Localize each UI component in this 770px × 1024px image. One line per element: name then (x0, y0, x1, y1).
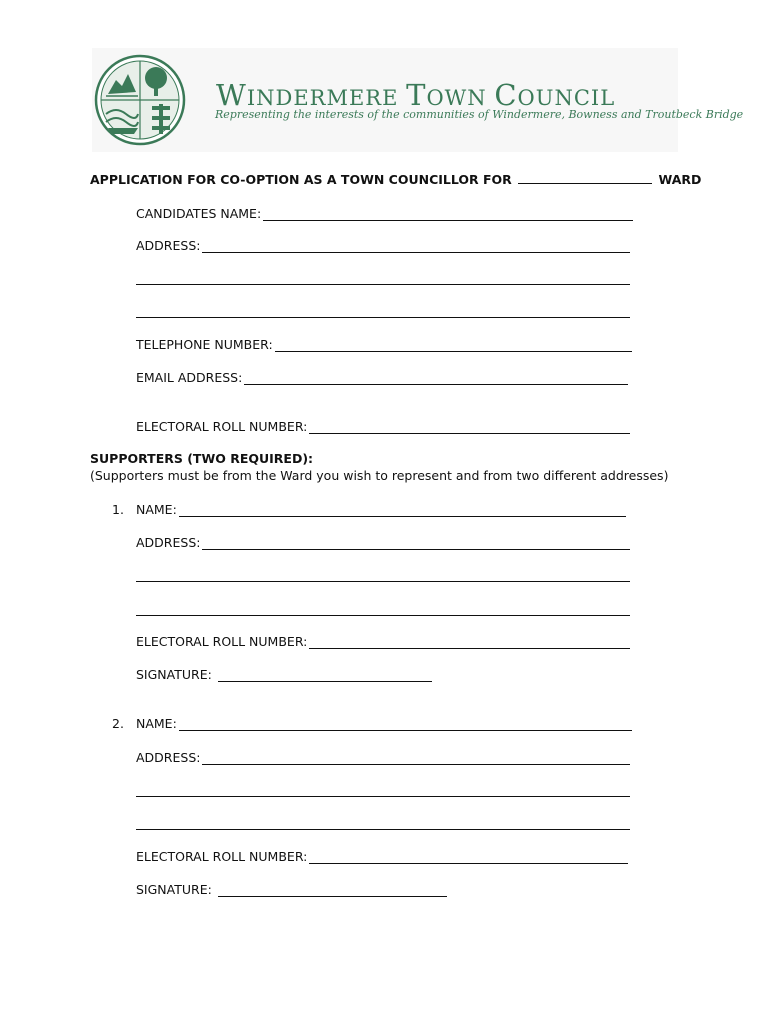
supporter-2-name-field[interactable]: NAME: (136, 714, 632, 731)
supporter-1-number: 1. (112, 502, 124, 517)
council-name: WINDERMERE TOWN COUNCIL (216, 78, 616, 112)
candidates-name-field[interactable]: CANDIDATES NAME: (136, 204, 633, 221)
supporter-1-address-line-2[interactable] (136, 581, 630, 582)
supporter-1-address-line-3[interactable] (136, 615, 630, 616)
supporter-2-signature-field[interactable]: SIGNATURE: (136, 880, 447, 897)
form-title: APPLICATION FOR CO-OPTION AS A TOWN COUNCILLOR FOR WARD (90, 172, 702, 187)
supporter-2-address-line-3[interactable] (136, 829, 630, 830)
supporter-1-signature-field[interactable]: SIGNATURE: (136, 665, 432, 682)
address-field[interactable]: ADDRESS: (136, 236, 630, 253)
supporter-2-electoral-roll-field[interactable]: ELECTORAL ROLL NUMBER: (136, 847, 628, 864)
supporter-2-address-line-2[interactable] (136, 796, 630, 797)
council-tagline: Representing the interests of the communities of Windermere, Bowness and Troutbeck Bridge (215, 108, 744, 121)
ward-blank-field[interactable] (518, 171, 652, 184)
council-crest-logo-icon (94, 54, 186, 146)
supporter-1-electoral-roll-field[interactable]: ELECTORAL ROLL NUMBER: (136, 632, 630, 649)
address-line-3[interactable] (136, 317, 630, 318)
telephone-field[interactable]: TELEPHONE NUMBER: (136, 335, 632, 352)
electoral-roll-field[interactable]: ELECTORAL ROLL NUMBER: (136, 417, 630, 434)
email-field[interactable]: EMAIL ADDRESS: (136, 368, 628, 385)
supporter-1-name-field[interactable]: NAME: (136, 500, 626, 517)
supporters-heading: SUPPORTERS (TWO REQUIRED): (90, 451, 314, 466)
supporters-note: (Supporters must be from the Ward you wish to represent and from two different addresses) (90, 468, 669, 483)
supporter-2-number: 2. (112, 716, 124, 731)
address-line-2[interactable] (136, 284, 630, 285)
letterhead (92, 48, 744, 152)
supporter-1-address-field[interactable]: ADDRESS: (136, 533, 630, 550)
supporter-2-address-field[interactable]: ADDRESS: (136, 748, 630, 765)
